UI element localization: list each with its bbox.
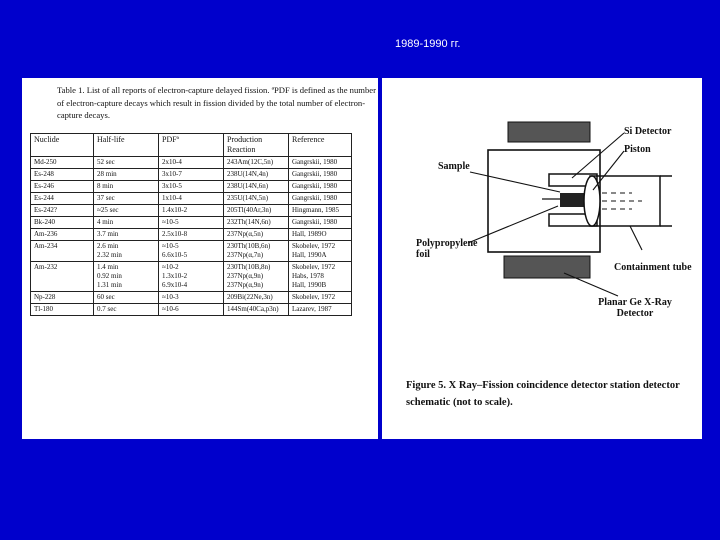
cell-half-life-line: 1.31 min (97, 281, 122, 289)
figure-caption: Figure 5. X Ray–Fission coincidence detector station detector schematic (not to scale). (406, 380, 680, 408)
table-row (31, 193, 352, 205)
cell-half-life-line: ≈25 sec (97, 206, 119, 214)
cell-nuclide (31, 217, 94, 229)
cell-nuclide-value: Tl-180 (34, 305, 54, 313)
cell-reference (289, 169, 352, 181)
cell-nuclide-value: Md-250 (34, 158, 57, 166)
cell-pdf-line: 1.3x10-2 (162, 272, 188, 280)
label-si-detector: Si Detector (624, 126, 672, 137)
cell-reference-line: Gangrskii, 1980 (292, 182, 338, 190)
table-row (31, 241, 352, 262)
cell-nuclide (31, 241, 94, 262)
cell-reference-line: Hall, 1990B (292, 281, 327, 289)
cell-pdf (159, 292, 224, 304)
cell-reference-line: Hall, 1989O (292, 230, 327, 238)
cell-reference-line: Lazarev, 1987 (292, 305, 332, 313)
cell-reaction-line: 144Sm(40Ca,p3n) (227, 305, 279, 313)
cell-reaction-line: 237Np(α,7n) (227, 251, 264, 259)
table-row (31, 292, 352, 304)
cell-reaction-line: 230Th(10B,8n) (227, 263, 271, 271)
slide-title: 1989-1990 гг. (395, 38, 461, 50)
cell-pdf-line: 2.5x10-8 (162, 230, 188, 238)
cell-half-life-line: 3.7 min (97, 230, 119, 238)
cell-half-life-line: 0.7 sec (97, 305, 117, 313)
cell-pdf (159, 304, 224, 316)
table-row (31, 262, 352, 292)
cell-pdf-line: ≈10-6 (162, 305, 179, 313)
cell-pdf (159, 157, 224, 169)
cell-nuclide-value: Es-248 (34, 170, 54, 178)
table-row (31, 229, 352, 241)
cell-pdf (159, 205, 224, 217)
cell-nuclide (31, 181, 94, 193)
cell-half-life (94, 292, 159, 304)
cell-half-life (94, 181, 159, 193)
cell-nuclide (31, 292, 94, 304)
cell-nuclide-value: Es-246 (34, 182, 54, 190)
cell-reference-line: Gangrskii, 1980 (292, 170, 338, 178)
label-sample: Sample (438, 161, 470, 172)
cell-reaction-line: 230Th(10B,6n) (227, 242, 271, 250)
cell-nuclide-value: Np-228 (34, 293, 56, 301)
cell-pdf (159, 169, 224, 181)
cell-half-life (94, 262, 159, 292)
cell-half-life (94, 229, 159, 241)
cell-half-life-line: 2.6 min (97, 242, 119, 250)
header-half-life: Half-life (94, 134, 159, 157)
cell-reaction (224, 181, 289, 193)
cell-reaction-line: 237Np(α,9n) (227, 281, 264, 289)
table-panel (22, 78, 378, 439)
cell-pdf (159, 229, 224, 241)
cell-reference (289, 193, 352, 205)
cell-reference-line: Gangrskii, 1980 (292, 218, 338, 226)
ge-detector-top (508, 122, 590, 142)
cell-half-life (94, 304, 159, 316)
header-nuclide: Nuclide (31, 134, 94, 157)
table-row (31, 157, 352, 169)
cell-reference (289, 229, 352, 241)
label-piston: Piston (624, 144, 651, 155)
header-reference: Reference (289, 134, 352, 157)
cell-nuclide-value: Am-234 (34, 242, 58, 250)
cell-pdf-line: 3x10-7 (162, 170, 182, 178)
cell-pdf (159, 181, 224, 193)
cell-pdf (159, 241, 224, 262)
cell-reaction (224, 262, 289, 292)
cell-half-life (94, 217, 159, 229)
cell-pdf-line: 6.9x10-4 (162, 281, 188, 289)
cell-pdf (159, 217, 224, 229)
cell-nuclide-value: Es-244 (34, 194, 54, 202)
cell-reaction (224, 229, 289, 241)
cell-half-life-line: 4 min (97, 218, 114, 226)
table-row (31, 181, 352, 193)
cell-half-life-line: 37 sec (97, 194, 115, 202)
cell-pdf-line: ≈10-2 (162, 263, 179, 271)
cell-reaction-line: 235U(14N,5n) (227, 194, 269, 202)
cell-pdf-line: ≈10-5 (162, 242, 179, 250)
table-row (31, 205, 352, 217)
cell-half-life-line: 52 sec (97, 158, 115, 166)
cell-reference (289, 241, 352, 262)
cell-reference (289, 304, 352, 316)
figure-panel (382, 78, 702, 439)
cell-pdf-line: ≈10-5 (162, 218, 179, 226)
cell-half-life-line: 0.92 min (97, 272, 122, 280)
cell-half-life-line: 28 min (97, 170, 117, 178)
cell-reaction-line: 205Tl(40Ar,3n) (227, 206, 272, 214)
cell-half-life-line: 2.32 min (97, 251, 122, 259)
cell-nuclide-value: Am-236 (34, 230, 58, 238)
cell-pdf-line: 1x10-4 (162, 194, 182, 202)
cell-reference (289, 262, 352, 292)
cell-half-life (94, 193, 159, 205)
cell-pdf-line: 2x10-4 (162, 158, 182, 166)
cell-reaction-line: 238U(14N,6n) (227, 182, 269, 190)
cell-nuclide (31, 193, 94, 205)
cell-reference (289, 205, 352, 217)
cell-reaction (224, 205, 289, 217)
cell-reaction-line: 232Th(14N,6n) (227, 218, 271, 226)
cell-nuclide (31, 157, 94, 169)
cell-reaction (224, 217, 289, 229)
header-pdf: PDFª (159, 134, 224, 157)
cell-pdf-line: 6.6x10-5 (162, 251, 188, 259)
cell-half-life-line: 60 sec (97, 293, 115, 301)
cell-reaction-line: 237Np(α,9n) (227, 272, 264, 280)
cell-reference (289, 157, 352, 169)
cell-pdf (159, 262, 224, 292)
cell-reference-line: Hingmann, 1985 (292, 206, 340, 214)
table-row (31, 217, 352, 229)
cell-reaction-line: 243Am(12C,5n) (227, 158, 274, 166)
cell-reference-line: Gangrskii, 1980 (292, 194, 338, 202)
cell-reference (289, 292, 352, 304)
cell-nuclide-value: Bk-240 (34, 218, 55, 226)
table-row (31, 304, 352, 316)
cell-half-life-line: 8 min (97, 182, 114, 190)
cell-reference-line: Skobelev, 1972 (292, 263, 336, 271)
cell-half-life (94, 157, 159, 169)
cell-nuclide-value: Am-232 (34, 263, 58, 271)
cell-half-life (94, 205, 159, 217)
cell-reaction (224, 157, 289, 169)
label-polypropylene-foil: Polypropylene foil (416, 238, 478, 260)
cell-nuclide (31, 304, 94, 316)
cell-reaction (224, 241, 289, 262)
cell-pdf-line: ≈10-3 (162, 293, 179, 301)
detector-schematic (382, 78, 702, 368)
cell-nuclide (31, 169, 94, 181)
cell-reaction (224, 292, 289, 304)
cell-reaction-line: 209Bi(22Ne,3n) (227, 293, 273, 301)
cell-pdf (159, 193, 224, 205)
cell-nuclide (31, 205, 94, 217)
cell-reference-line: Habs, 1978 (292, 272, 324, 280)
label-containment-tube: Containment tube (614, 262, 692, 273)
label-planar-ge: Planar Ge X-Ray Detector (598, 297, 672, 319)
cell-reaction-line: 237Np(α,5n) (227, 230, 264, 238)
cell-pdf-line: 1.4x10-2 (162, 206, 188, 214)
cell-reference (289, 217, 352, 229)
cell-reaction (224, 169, 289, 181)
cell-reaction-line: 238U(14N,4n) (227, 170, 269, 178)
table-body (31, 157, 352, 316)
cell-reference-line: Skobelev, 1972 (292, 242, 336, 250)
cell-nuclide (31, 229, 94, 241)
cell-half-life (94, 169, 159, 181)
cell-pdf-line: 3x10-5 (162, 182, 182, 190)
cell-nuclide (31, 262, 94, 292)
table-header-row (31, 134, 352, 157)
cell-reference-line: Skobelev, 1972 (292, 293, 336, 301)
cell-half-life (94, 241, 159, 262)
fission-reports-table (30, 133, 352, 316)
cell-half-life-line: 1.4 min (97, 263, 119, 271)
cell-nuclide-value: Es-242? (34, 206, 57, 214)
cell-reference (289, 181, 352, 193)
cell-reference-line: Gangrskii, 1980 (292, 158, 338, 166)
cell-reaction (224, 193, 289, 205)
header-reaction: Production Reaction (224, 134, 289, 157)
ge-detector-bottom (504, 256, 590, 278)
cell-reaction (224, 304, 289, 316)
table-row (31, 169, 352, 181)
table-caption: Table 1. List of all reports of electron-capture delayed fission. ªPDF is defined as the number of electron-capture decays which result in fission divided by the total number of electron-capture decays. (57, 85, 376, 120)
cell-reference-line: Hall, 1990A (292, 251, 327, 259)
